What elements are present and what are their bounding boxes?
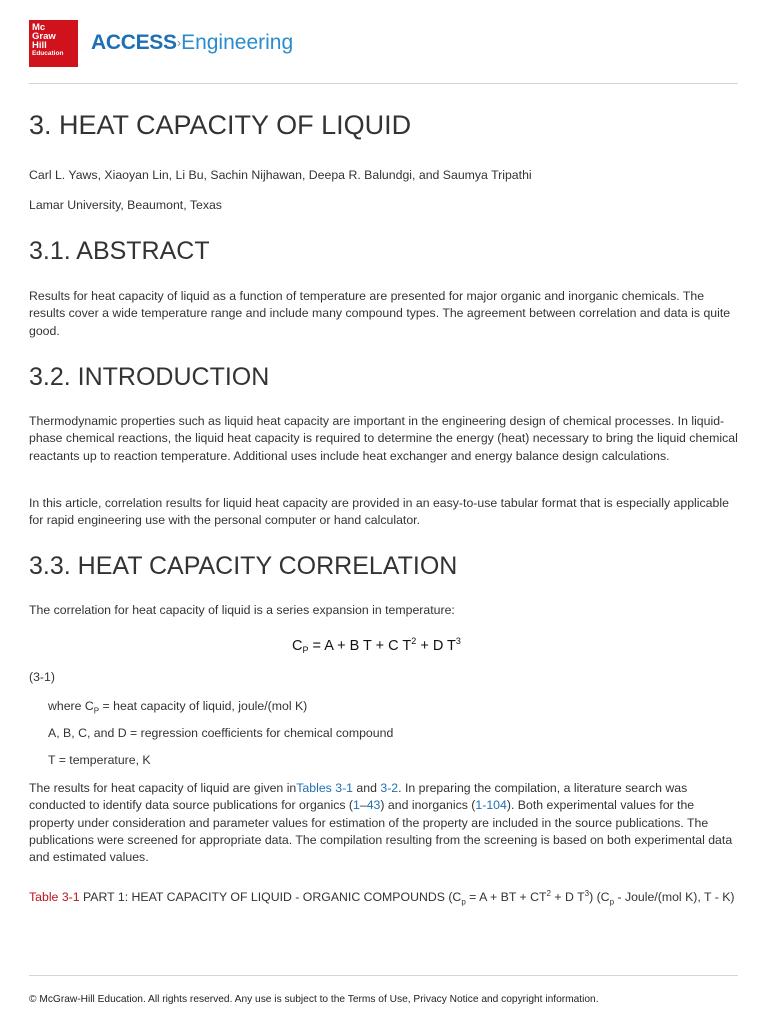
introduction-paragraph-1: Thermodynamic properties such as liquid heat capacity are important in the engineering design of chemical processes. In liquid-phase chemical reactions, the liquid heat capacity is required to determine the energy (heat) necessary to bring the liquid chemical reactants up to reaction temperature. Additional uses include heat exchanger and energy balance design calculations.: [29, 414, 738, 463]
coefficient-definition: A, B, C, and D = regression coefficients for chemical compound: [48, 726, 394, 740]
tables-3-1-link[interactable]: Tables 3-1: [296, 781, 354, 795]
brand-arrow-icon: ›: [176, 35, 182, 50]
correlation-heading: 3.3. HEAT CAPACITY CORRELATION: [29, 552, 458, 580]
mcgraw-hill-logo[interactable]: Mc Graw Hill Education: [29, 20, 78, 67]
results-paragraph: The results for heat capacity of liquid are given inTables 3-1 and 3-2. In preparing the compilation, a literature search was conducted to identify data source publications for organics (1–43) and inorganics (1-104). Both experimental values for the property under consideration and parameter values for estimation of the property are included in the source publications. The publications were screened for appropriate data. The compilation resulting from the screening is based on both experimental data and estimated values.: [29, 781, 733, 865]
footer-divider: [29, 975, 738, 976]
ref-1-104-link[interactable]: 1-104: [475, 798, 507, 813]
access-engineering-logo[interactable]: ACCESS›Engineering: [91, 31, 294, 54]
ref-1-link[interactable]: 1: [353, 798, 360, 813]
where-definition: where $C_P$ = heat capacity of liquid, joule/(mol K): [48, 699, 308, 716]
ref-43-link[interactable]: 43: [366, 798, 381, 813]
introduction-heading: 3.2. INTRODUCTION: [29, 363, 270, 391]
authors: Carl L. Yaws, Xiaoyan Lin, Li Bu, Sachin Nijhawan, Deepa R. Balundgi, and Saumya Tripathi: [29, 168, 532, 182]
table-3-1-label[interactable]: Table 3-1: [29, 890, 80, 905]
table-caption: Table 3-1 PART 1: HEAT CAPACITY OF LIQUID - ORGANIC COMPOUNDS ($C_p = A$ + BT + $CT^2 + D$ $T^3$) ($C_p$ - Joule/(mol K), T - K): [29, 889, 735, 907]
introduction-paragraph-2: In this article, correlation results for liquid heat capacity are provided in an easy-to-use tabular format that is especially applicable for rapid engineering use with the personal computer or hand calculator.: [29, 496, 729, 528]
correlation-intro: The correlation for heat capacity of liquid is a series expansion in temperature:: [29, 603, 455, 617]
equation: $C_P = A + B$ T + C $T^2 + D$ $T^3$: [292, 636, 461, 655]
abstract-heading: 3.1. ABSTRACT: [29, 237, 210, 265]
affiliation: Lamar University, Beaumont, Texas: [29, 198, 222, 212]
temperature-definition: T = temperature, K: [48, 753, 151, 767]
table-3-2-link[interactable]: 3-2: [380, 781, 399, 795]
footer-copyright: © McGraw-Hill Education. All rights reserved. Any use is subject to the Terms of Use, Privacy Notice and copyright information.: [29, 994, 599, 1005]
header-divider: [29, 83, 738, 84]
abstract-text: Results for heat capacity of liquid as a function of temperature are presented for major organic and inorganic chemicals. The results cover a wide temperature range and include many compound types. The agreement between correlation and data is quite good.: [29, 289, 731, 338]
page-title: 3. HEAT CAPACITY OF LIQUID: [29, 110, 412, 140]
equation-number: (3-1): [29, 670, 55, 684]
